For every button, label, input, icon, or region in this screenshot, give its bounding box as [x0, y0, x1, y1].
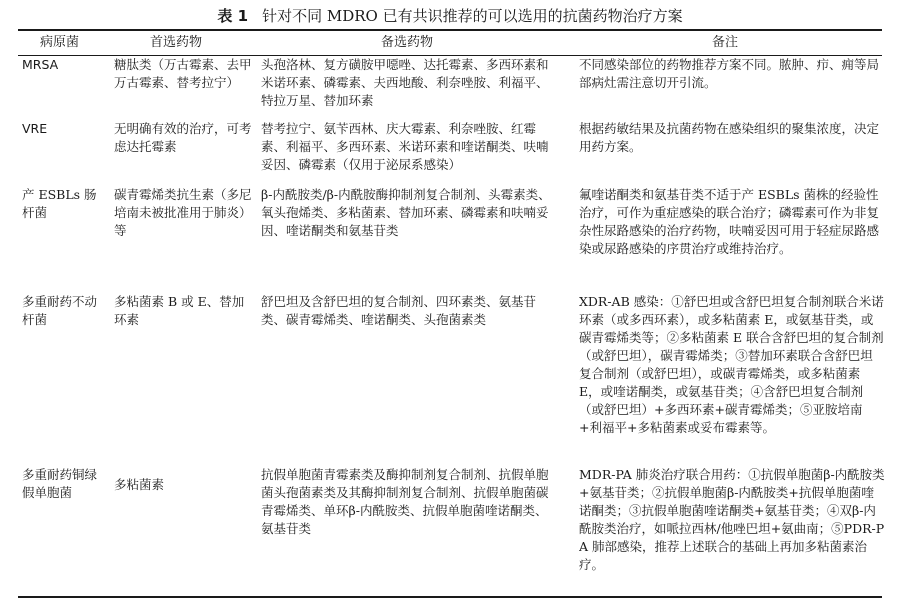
- header-first-choice: 首选药物: [150, 35, 203, 50]
- row-mrsa-first-choice: 糖肽类（万古霉素、去甲万古霉素、替考拉宁）: [114, 57, 252, 90]
- row-vre-first-choice: 无明确有效的治疗，可考虑达托霉素: [114, 121, 252, 154]
- header-pathogen: 病原菌: [40, 35, 80, 50]
- row-acinetobacter-remark: XDR-AB 感染：①舒巴坦或含舒巴坦复合制剂联合米诺环素（或多西环素），或多粘菌素 E，或氨基苷类，或碳青霉烯类等；②多粘菌素 E 联合含舒巴坦的复合制剂（或舒巴坦），碳青霉烯类；③替加环素联合含舒巴坦复合制剂（或舒巴坦），或碳青霉烯类，或多粘菌素 E，或喹诺酮类，或氨基苷类；④含舒巴坦复合制剂（或舒巴坦）+多西环素+碳青霉烯类；⑤亚胺培南+利福平+多粘菌素或妥布霉素等。: [579, 294, 884, 435]
- row-pseudomonas-remark: MDR-PA 肺炎治疗联合用药：①抗假单胞菌β-内酰胺类+氨基苷类；②抗假单胞菌β-内酰胺类+抗假单胞菌喹诺酮类；③抗假单胞菌喹诺酮类+氨基苷类；④双β-内酰胺类治疗，如哌拉西林/他唑巴坦+氨曲南；⑤PDR-PA 肺部感染，推荐上述联合的基础上再加多粘菌素治疗。: [579, 467, 885, 572]
- table-title: 针对不同 MDRO 已有共识推荐的可以选用的抗菌药物治疗方案: [262, 7, 683, 25]
- row-pseudomonas-alternative: 抗假单胞菌青霉素类及酶抑制剂复合制剂、抗假单胞菌头孢菌素类及其酶抑制剂复合制剂、抗假单胞菌碳青霉烯类、单环β-内酰胺类、抗假单胞菌喹诺酮类、氨基苷类: [261, 467, 549, 536]
- row-pseudomonas-first-choice: 多粘菌素: [114, 477, 165, 492]
- row-mrsa-pathogen: MRSA: [22, 57, 59, 72]
- header-alternative: 备选药物: [381, 35, 434, 50]
- table-title-line: [0, 4, 900, 28]
- row-mrsa-remark: 不同感染部位的药物推荐方案不同。脓肿、疖、痈等局部病灶需注意切开引流。: [579, 57, 880, 90]
- bottom-rule: [18, 596, 882, 598]
- row-acinetobacter-pathogen: 多重耐药不动杆菌: [22, 294, 98, 327]
- row-acinetobacter-first-choice: 多粘菌素 B 或 E、替加环素: [114, 294, 245, 327]
- row-vre-remark: 根据药敏结果及抗菌药物在感染组织的聚集浓度，决定用药方案。: [579, 121, 880, 154]
- table-number: 表 1: [217, 7, 249, 25]
- row-vre-pathogen: VRE: [22, 121, 48, 136]
- row-acinetobacter-alternative: 舒巴坦及含舒巴坦的复合制剂、四环素类、氨基苷类、碳青霉烯类、喹诺酮类、头孢菌素类: [261, 294, 537, 327]
- row-mrsa-alternative: 头孢洛林、复方磺胺甲噁唑、达托霉素、多西环素和米诺环素、磷霉素、夫西地酸、利奈唑胺、利福平、特拉万星、替加环素: [261, 57, 549, 108]
- row-esbls-pathogen: 产 ESBLs 肠杆菌: [22, 187, 97, 220]
- header-remark: 备注: [712, 35, 739, 50]
- row-esbls-first-choice: 碳青霉烯类抗生素（多尼培南未被批准用于肺炎）等: [114, 187, 252, 238]
- row-esbls-remark: 氟喹诺酮类和氨基苷类不适于产 ESBLs 菌株的经验性治疗，可作为重症感染的联合治疗；磷霉素可作为非复杂性尿路感染的治疗药物，呋喃妥因可用于轻症尿路感染或尿路感染的序贯治疗或维持治疗。: [579, 187, 880, 256]
- row-pseudomonas-pathogen: 多重耐药铜绿假单胞菌: [22, 467, 98, 500]
- row-esbls-alternative: β-内酰胺类/β-内酰胺酶抑制剂复合制剂、头霉素类、氧头孢烯类、多粘菌素、替加环素、磷霉素和呋喃妥因、喹诺酮类和氨基苷类: [261, 187, 551, 238]
- row-vre-alternative: 替考拉宁、氨苄西林、庆大霉素、利奈唑胺、红霉素、利福平、多西环素、米诺环素和喹诺酮类、呋喃妥因、磷霉素（仅用于泌尿系感染）: [261, 121, 549, 172]
